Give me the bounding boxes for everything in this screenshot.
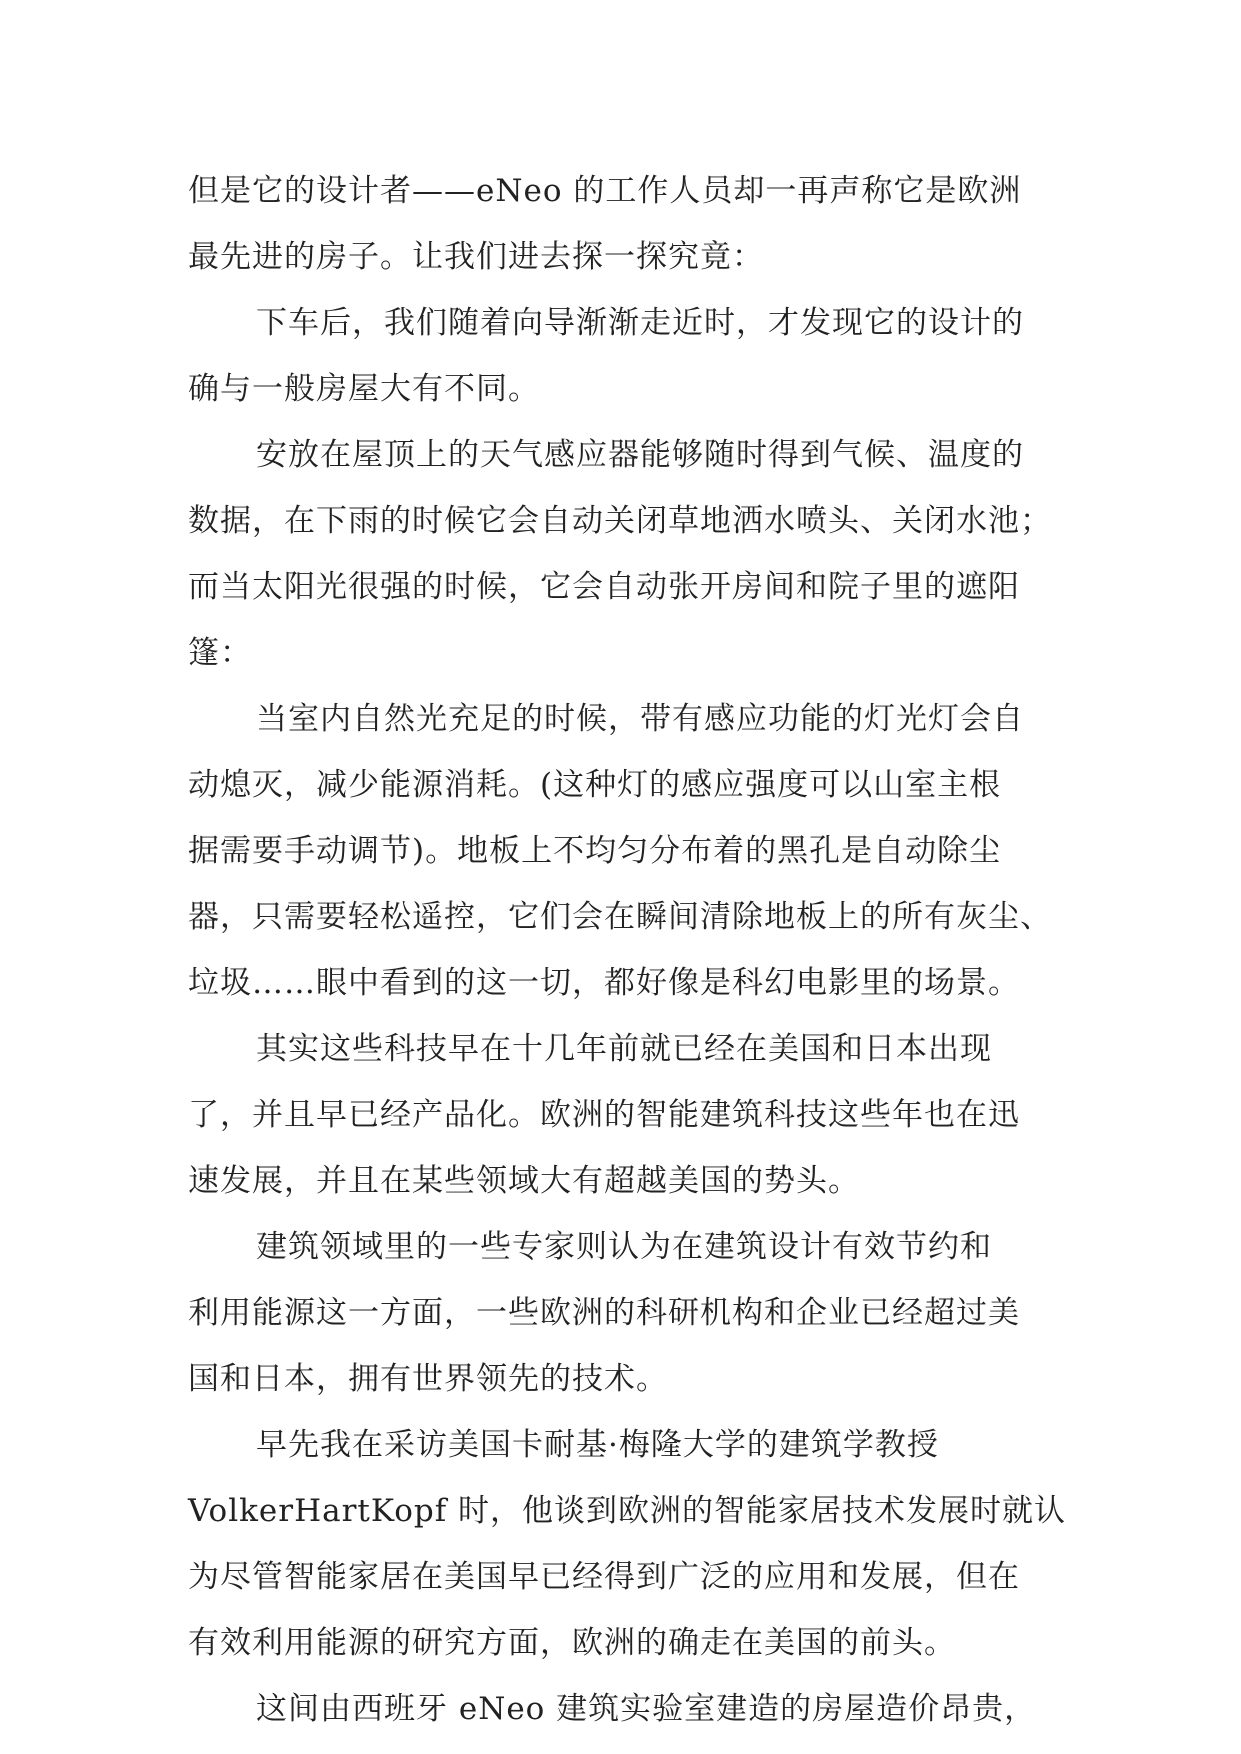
text-line: 但是它的设计者——eNeo 的工作人员却一再声称它是欧洲 [188, 173, 1022, 209]
text-line: 垃圾……眼中看到的这一切，都好像是科幻电影里的场景。 [188, 965, 1020, 1001]
text-line: 为尽管智能家居在美国早已经得到广泛的应用和发展，但在 [188, 1559, 1020, 1595]
text-line: 篷： [188, 635, 252, 671]
text-line: 最先进的房子。让我们进去探一探究竟： [188, 239, 764, 275]
text-line: 速发展，并且在某些领域大有超越美国的势头。 [188, 1163, 860, 1199]
text-line: 了，并且早已经产品化。欧洲的智能建筑科技这些年也在迅 [188, 1097, 1020, 1133]
text-line: 有效利用能源的研究方面，欧洲的确走在美国的前头。 [188, 1625, 956, 1661]
text-line-paragraph-start: 其实这些科技早在十几年前就已经在美国和日本出现 [256, 1031, 992, 1067]
text-line: 数据，在下雨的时候它会自动关闭草地洒水喷头、关闭水池； [188, 503, 1052, 539]
text-line: 器，只需要轻松遥控，它们会在瞬间清除地板上的所有灰尘、 [188, 899, 1052, 935]
text-line: 而当太阳光很强的时候，它会自动张开房间和院子里的遮阳 [188, 569, 1020, 605]
text-line-paragraph-start: 这间由西班牙 eNeo 建筑实验室建造的房屋造价昂贵， [256, 1691, 1037, 1727]
text-line-paragraph-start: 早先我在采访美国卡耐基·梅隆大学的建筑学教授 [256, 1427, 939, 1463]
text-line: 确与一般房屋大有不同。 [188, 371, 540, 407]
body-text [188, 158, 1067, 1742]
text-line-paragraph-start: 安放在屋顶上的天气感应器能够随时得到气候、温度的 [256, 437, 1024, 473]
text-line: 动熄灭，减少能源消耗。(这种灯的感应强度可以山室主根 [188, 767, 1002, 803]
text-line: 国和日本，拥有世界领先的技术。 [188, 1361, 668, 1397]
text-line: 利用能源这一方面，一些欧洲的科研机构和企业已经超过美 [188, 1295, 1020, 1331]
text-line: 据需要手动调节)。地板上不均匀分布着的黑孔是自动除尘 [188, 833, 1002, 869]
text-line: VolkerHartKopf 时，他谈到欧洲的智能家居技术发展时就认 [188, 1493, 1067, 1529]
text-line-paragraph-start: 下车后，我们随着向导渐渐走近时，才发现它的设计的 [256, 305, 1024, 341]
text-line-paragraph-start: 建筑领域里的一些专家则认为在建筑设计有效节约和 [256, 1229, 992, 1265]
text-line-paragraph-start: 当室内自然光充足的时候，带有感应功能的灯光灯会自 [256, 701, 1024, 737]
